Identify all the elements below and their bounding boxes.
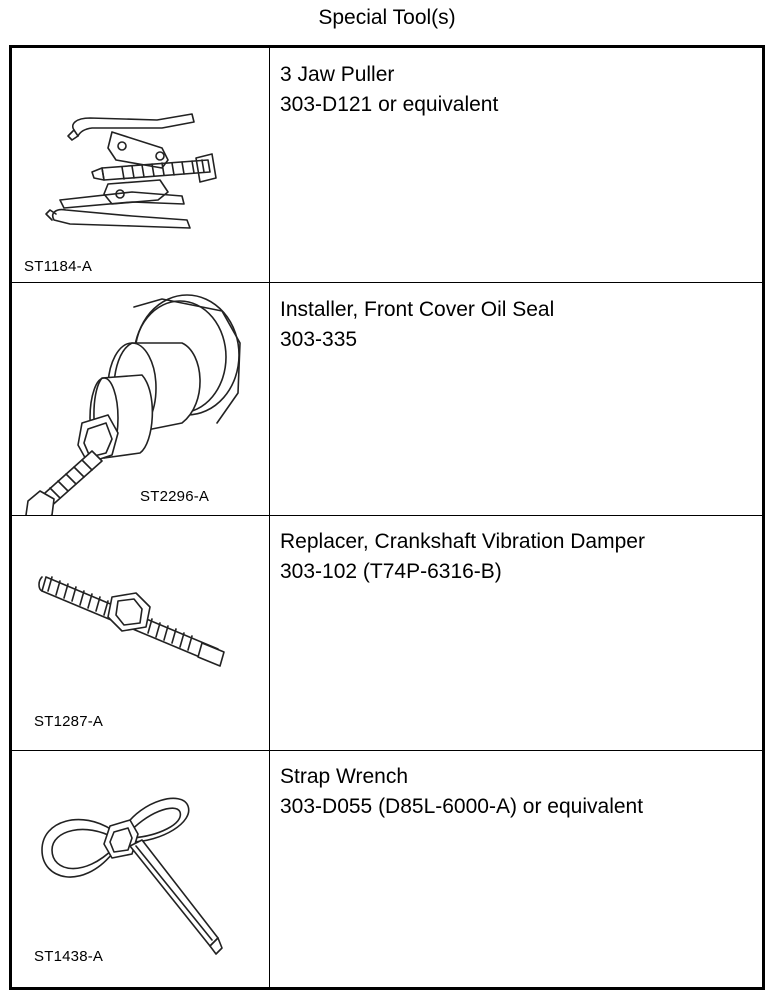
tool-illustration-cell [12, 283, 269, 515]
tool-description [280, 295, 755, 355]
tool-description [280, 762, 755, 822]
tool-row [12, 750, 762, 987]
tool-name: Installer, Front Cover Oil Seal [280, 298, 555, 321]
tool-description [280, 527, 755, 587]
tool-row [12, 515, 762, 750]
tool-part-number: 303-335 [280, 328, 358, 351]
figure-id-label: ST1184-A [24, 258, 93, 275]
tool-illustration-cell [12, 750, 269, 987]
tool-row [12, 48, 762, 282]
tool-name: Strap Wrench [280, 765, 408, 788]
figure-id-label: ST1287-A [34, 713, 104, 730]
figure-id-label: ST1438-A [34, 948, 104, 965]
oil-seal-installer-icon [12, 283, 269, 515]
tool-row [12, 283, 762, 515]
tool-name: 3 Jaw Puller [280, 63, 395, 86]
three-jaw-puller-icon [12, 48, 269, 282]
figure-id-label: ST2296-A [140, 488, 210, 505]
special-tools-table [9, 45, 765, 990]
tool-name: Replacer, Crankshaft Vibration Damper [280, 530, 645, 553]
tool-part-number: 303-102 (T74P-6316-B) [280, 560, 502, 583]
column-divider [269, 48, 270, 987]
tool-illustration-cell [12, 48, 269, 282]
tool-part-number: 303-D055 (D85L-6000-A) or equivalent [280, 795, 644, 818]
tool-illustration-cell [12, 515, 269, 750]
tool-part-number: 303-D121 or equivalent [280, 93, 499, 116]
page-title: Special Tool(s) [318, 6, 456, 29]
tool-description [280, 60, 755, 120]
